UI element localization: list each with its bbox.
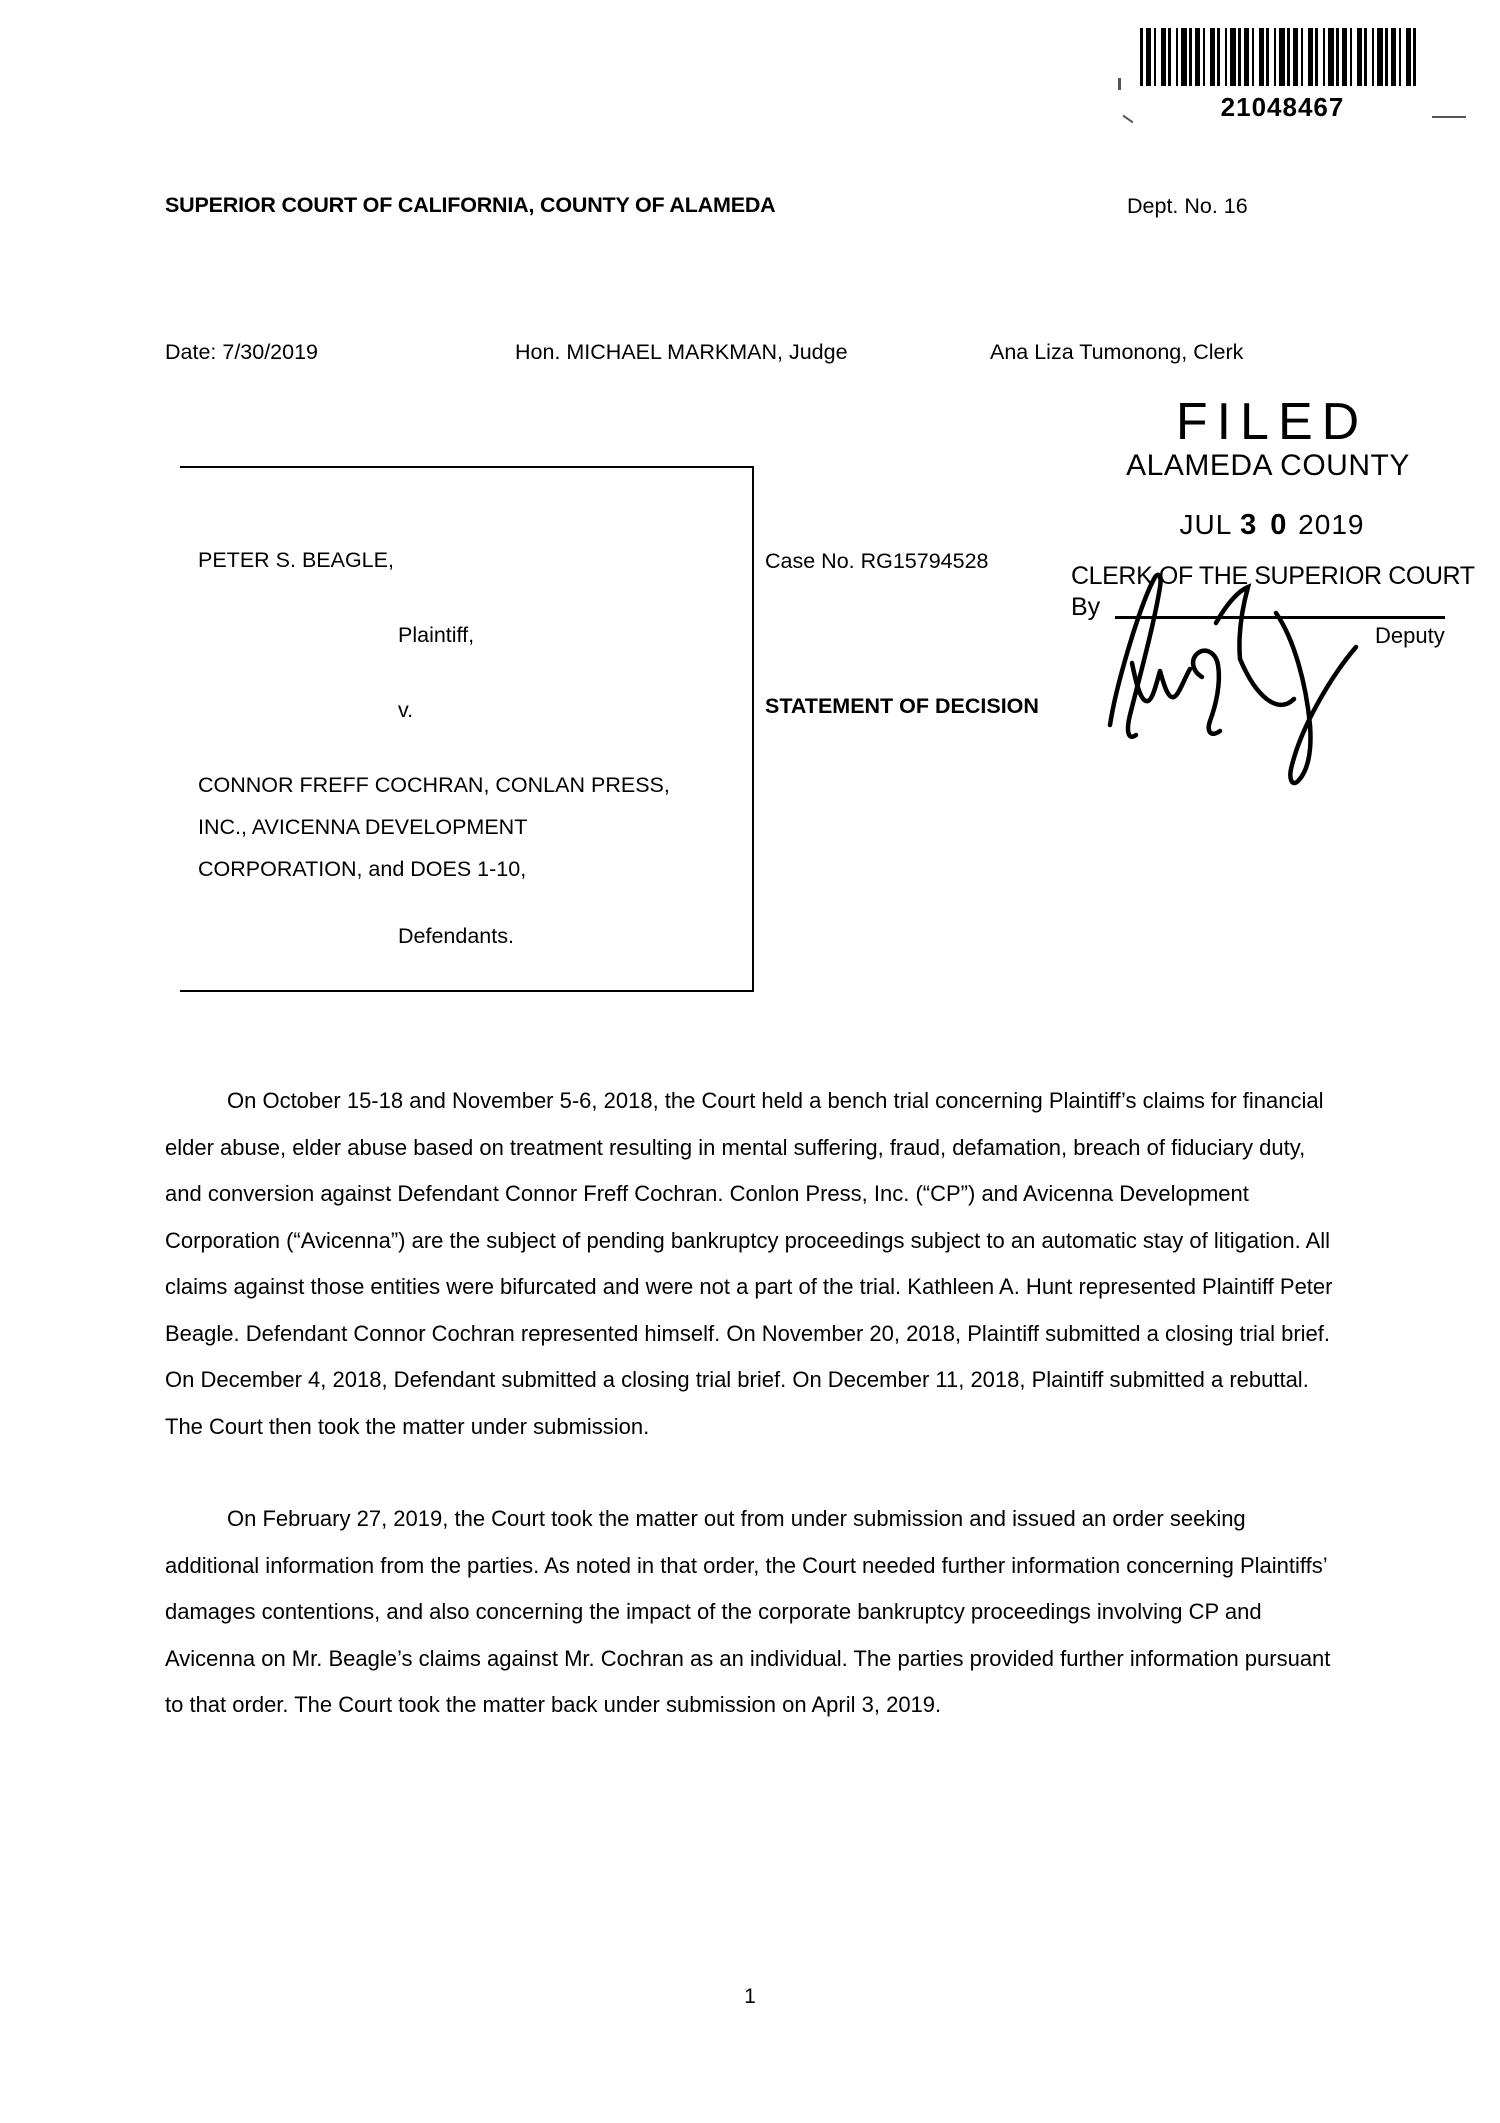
body-paragraph-1: On October 15-18 and November 5-6, 2018, the Court held a bench trial concerning Plaintiff’s claims for financial elder abuse, elder abuse based on treatment resulting in mental suffering, fraud, defamation, breach of fiduciary duty, and conversion against Defendant Connor Freff Cochran. Conlon Press, Inc. (“CP”) and Avicenna Development Corporation (“Avicenna”) are the subject of pending bankruptcy proceedings subject to an automatic stay of litigation. All claims against those entities were bifurcated and were not a part of the trial. Kathleen A. Hunt represented Plaintiff Peter Beagle. Defendant Connor Cochran represented himself. On November 20, 2018, Plaintiff submitted a closing trial brief. On December 4, 2018, Defendant submitted a closing trial brief. On December 11, 2018, Plaintiff submitted a rebuttal. The Court then took the matter under submission. — [165, 1088, 1333, 1439]
deputy-label: Deputy — [1375, 623, 1445, 649]
court-name: SUPERIOR COURT OF CALIFORNIA, COUNTY OF ALAMEDA — [165, 193, 776, 217]
scan-artifact-tick — [1123, 115, 1134, 124]
barcode-block — [1140, 28, 1425, 123]
department-number: Dept. No. 16 — [1127, 194, 1248, 218]
body-paragraph-2: On February 27, 2019, the Court took the matter out from under submission and issued an order seeking additional information from the parties. As noted in that order, the Court needed further information concerning Plaintiffs’ damages contentions, and also concerning the impact of the corporate bankruptcy proceedings involving CP and Avicenna on Mr. Beagle’s claims against Mr. Cochran as an individual. The parties provided further information pursuant to that order. The Court took the matter back under submission on April 3, 2019. — [165, 1506, 1331, 1717]
filed-stamp-county: ALAMEDA COUNTY — [1126, 449, 1410, 483]
defendant-name-line-1: CONNOR FREFF COCHRAN, CONLAN PRESS, — [198, 773, 670, 797]
filed-stamp-month: JUL — [1179, 509, 1232, 541]
page-number: 1 — [744, 1985, 756, 2008]
defendant-name-line-3: CORPORATION, and DOES 1-10, — [198, 857, 527, 881]
filed-stamp-day: 3 0 — [1240, 509, 1290, 542]
clerk-of-court-label: CLERK OF THE SUPERIOR COURT — [1071, 562, 1475, 591]
clerk-name: Ana Liza Tumonong, Clerk — [990, 340, 1244, 364]
by-label: By — [1071, 593, 1101, 622]
hearing-date: Date: 7/30/2019 — [165, 340, 319, 364]
judge-name: Hon. MICHAEL MARKMAN, Judge — [515, 340, 848, 364]
signature-row — [1055, 593, 1475, 649]
barcode-number: 21048467 — [1220, 92, 1345, 122]
case-caption-box — [180, 466, 754, 992]
plaintiff-name: PETER S. BEAGLE, — [198, 548, 394, 572]
filed-stamp-word: FILED — [1175, 393, 1369, 451]
scan-artifact-dash — [1432, 116, 1466, 118]
document-title: STATEMENT OF DECISION — [765, 694, 1039, 718]
barcode-icon — [1140, 28, 1420, 86]
filed-stamp-date — [1055, 509, 1475, 542]
signature-rule — [1115, 616, 1445, 619]
defendants-role-label: Defendants. — [398, 924, 514, 948]
filed-stamp — [1055, 393, 1475, 649]
defendant-name-line-2: INC., AVICENNA DEVELOPMENT — [198, 815, 528, 839]
decision-body — [165, 1078, 1345, 1775]
case-number: Case No. RG15794528 — [765, 549, 989, 573]
filed-stamp-year: 2019 — [1298, 509, 1365, 541]
versus-label: v. — [398, 698, 414, 722]
scan-artifact-dot — [1118, 78, 1121, 90]
plaintiff-role-label: Plaintiff, — [398, 623, 475, 647]
